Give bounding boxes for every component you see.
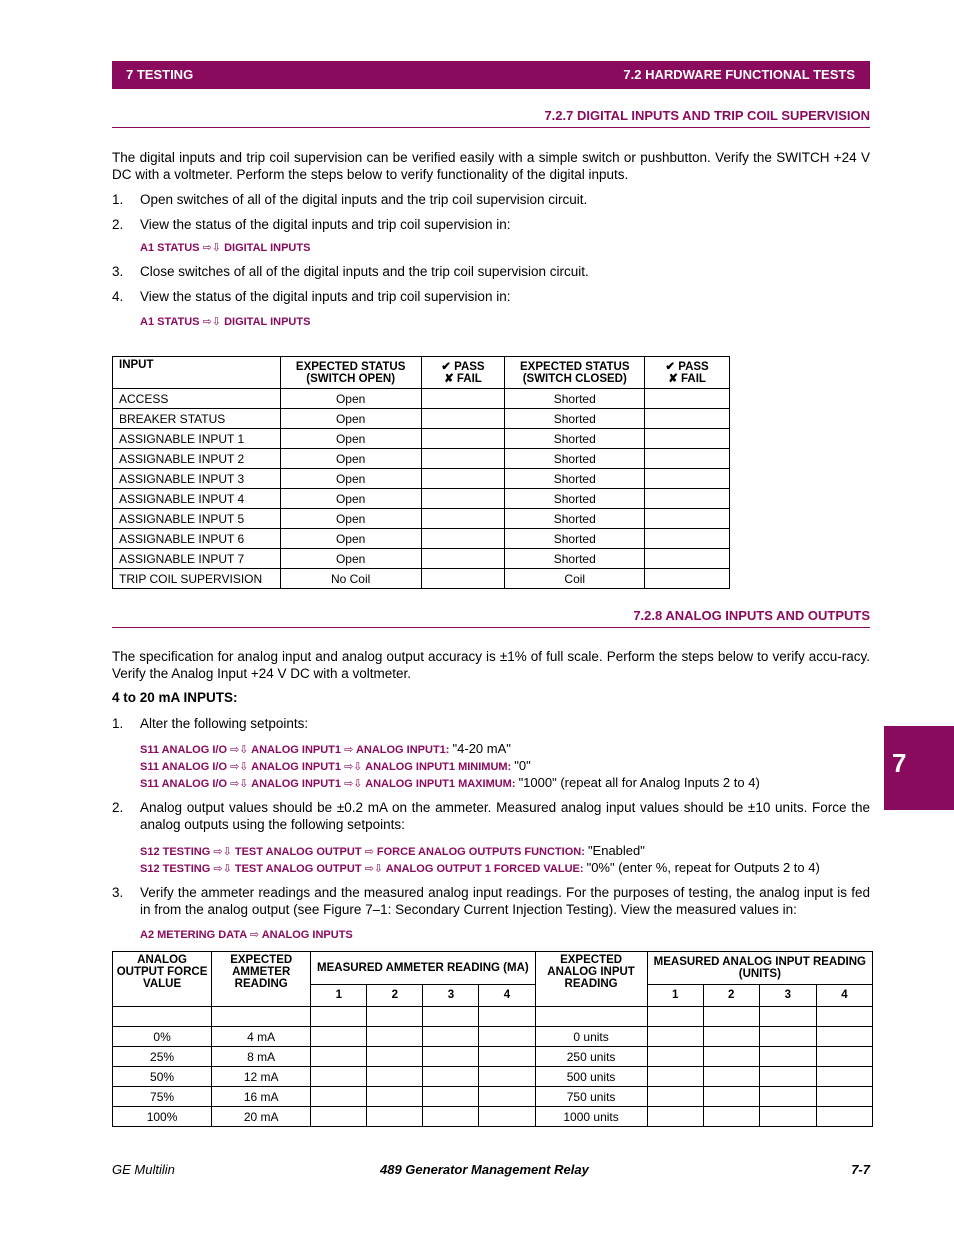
setpoint-path: A1 STATUS ⇨⇩ DIGITAL INPUTS [140, 242, 311, 254]
table-row: ASSIGNABLE INPUT 3 Open Shorted [113, 469, 730, 489]
footer-page-number: 7-7 [851, 1162, 870, 1177]
table-row: 0% 4 mA 0 units [113, 1027, 873, 1047]
subheading-4-20ma: 4 to 20 mA INPUTS: [112, 690, 238, 705]
table-row: ASSIGNABLE INPUT 2 Open Shorted [113, 449, 730, 469]
setpoint-path: S11 ANALOG I/O ⇨⇩ ANALOG INPUT1 ⇨ ANALOG INPUT1: "4-20 mA" [140, 741, 511, 756]
right-arrow-icon: ⇨⇩ [230, 744, 249, 756]
setpoint-path: S12 TESTING ⇨⇩ TEST ANALOG OUTPUT ⇨ FORCE ANALOG OUTPUTS FUNCTION: "Enabled" [140, 843, 645, 858]
section-rule [112, 627, 870, 628]
setpoint-path: S12 TESTING ⇨⇩ TEST ANALOG OUTPUT ⇨⇩ ANALOG OUTPUT 1 FORCED VALUE: "0%" (enter %, repeat for Outputs 2 to 4) [140, 860, 820, 875]
header-section: 7.2 HARDWARE FUNCTIONAL TESTS [623, 67, 855, 82]
footer-product: 489 Generator Management Relay [380, 1162, 589, 1177]
right-arrow-icon: ⇨ [249, 929, 260, 941]
setpoint-path: A2 METERING DATA ⇨ ANALOG INPUTS [140, 929, 353, 941]
analog-step-3: 3. Verify the ammeter readings and the measured analog input readings. For the purposes of testing, the analog input is fed in from the analog output (see Figure 7–1: Secondary Current Injection Testing). View the measured values in: [112, 885, 870, 917]
right-arrow-icon: ⇨⇩ [213, 863, 232, 875]
right-arrow-icon: ⇨⇩ [344, 761, 363, 773]
analog-io-table: ANALOG OUTPUT FORCE VALUE EXPECTED AMMETER READING MEASURED AMMETER READING (MA) EXPECTED ANALOG INPUT READING MEASURED ANALOG INPUT READING (UNITS) 1 2 3 4 1 2 3 4 0% 4 mA 0 units 25% 8 mA 250 units 50% 12 mA 500 units 75% 16 mA 750 units 100% 20 mA 1000 units [112, 951, 873, 1127]
table-row: ASSIGNABLE INPUT 7 Open Shorted [113, 549, 730, 569]
table-row: BREAKER STATUS Open Shorted [113, 409, 730, 429]
right-arrow-icon: ⇨⇩ [230, 778, 249, 790]
check-icon: ✔ [665, 360, 676, 373]
footer-company: GE Multilin [112, 1162, 175, 1177]
cross-icon: ✘ [668, 372, 678, 385]
header-chapter: 7 TESTING [126, 67, 194, 82]
setpoint-path: A1 STATUS ⇨⇩ DIGITAL INPUTS [140, 316, 311, 328]
step-2: 2. View the status of the digital inputs and trip coil supervision in: [112, 217, 511, 232]
step-1: 1. Open switches of all of the digital inputs and the trip coil supervision circuit. [112, 192, 588, 207]
table-row: ASSIGNABLE INPUT 6 Open Shorted [113, 529, 730, 549]
right-arrow-icon: ⇨⇩ [202, 242, 221, 254]
section-rule [112, 127, 870, 128]
section-title-analog: 7.2.8 ANALOG INPUTS AND OUTPUTS [633, 608, 870, 623]
setpoint-path: S11 ANALOG I/O ⇨⇩ ANALOG INPUT1 ⇨⇩ ANALOG INPUT1 MAXIMUM: "1000" (repeat all for Analog Inputs 2 to 4) [140, 775, 760, 790]
table-row: ASSIGNABLE INPUT 5 Open Shorted [113, 509, 730, 529]
setpoint-path: S11 ANALOG I/O ⇨⇩ ANALOG INPUT1 ⇨⇩ ANALOG INPUT1 MINIMUM: "0" [140, 758, 531, 773]
chapter-side-tab: 7 [884, 726, 954, 810]
analog-step-1: 1. Alter the following setpoints: [112, 716, 309, 731]
right-arrow-icon: ⇨⇩ [230, 761, 249, 773]
table-row: ACCESS Open Shorted [113, 389, 730, 409]
table-row: ASSIGNABLE INPUT 4 Open Shorted [113, 489, 730, 509]
step-3: 3. Close switches of all of the digital inputs and the trip coil supervision circuit. [112, 264, 589, 279]
table-row: 100% 20 mA 1000 units [113, 1107, 873, 1127]
intro-paragraph-digital: The digital inputs and trip coil supervision can be verified easily with a simple switch or pushbutton. Verify the SWITCH +24 V DC with a voltmeter. Perform the steps below to verify functionality of the digital inputs. [112, 150, 870, 182]
right-arrow-icon: ⇨⇩ [213, 846, 232, 858]
analog-step-2: 2. Analog output values should be ±0.2 mA on the ammeter. Measured analog input values should be ±10 units. Force the analog outputs using the following setpoints: [112, 800, 870, 832]
right-arrow-icon: ⇨⇩ [364, 863, 384, 875]
right-arrow-icon: ⇨⇩ [202, 316, 221, 328]
table-row: ASSIGNABLE INPUT 1 Open Shorted [113, 429, 730, 449]
section-title-digital: 7.2.7 DIGITAL INPUTS AND TRIP COIL SUPERVISION [544, 108, 870, 123]
step-4: 4. View the status of the digital inputs and trip coil supervision in: [112, 289, 511, 304]
right-arrow-icon: ⇨ [364, 846, 374, 858]
page-header [112, 61, 870, 89]
intro-paragraph-analog: The specification for analog input and analog output accuracy is ±1% of full scale. Perform the steps below to verify accu-racy. Verify the Analog Input +24 V DC with a voltmeter. [112, 649, 870, 681]
table-row: 25% 8 mA 250 units [113, 1047, 873, 1067]
check-icon: ✔ [441, 360, 451, 373]
digital-inputs-table: INPUT EXPECTED STATUS (SWITCH OPEN) ✔ PASS ✘ FAIL EXPECTED STATUS (SWITCH CLOSED) ✔ PASS ✘ FAIL ACCESS Open Shorted BREAKER STATUS Open Shorted ASSIGNABLE INPUT 1 Open Shorted ASSIGNABLE INPUT 2 Open Shorted ASSIGNABLE INPUT 3 Open Shorted ASSIGNABLE INPUT 4 Open Shorted ASSIGNABLE INPUT 5 Open Shorted ASSIGNABLE INPUT 6 Open Shorted ASSIGNABLE INPUT 7 Open Shorted TRIP COIL SUPERVISION No Coil Coil [112, 356, 730, 589]
cross-icon: ✘ [444, 372, 454, 385]
right-arrow-icon: ⇨ [344, 744, 354, 756]
table-row: 75% 16 mA 750 units [113, 1087, 873, 1107]
right-arrow-icon: ⇨⇩ [344, 778, 363, 790]
table-row: 50% 12 mA 500 units [113, 1067, 873, 1087]
table-row: TRIP COIL SUPERVISION No Coil Coil [113, 569, 730, 589]
